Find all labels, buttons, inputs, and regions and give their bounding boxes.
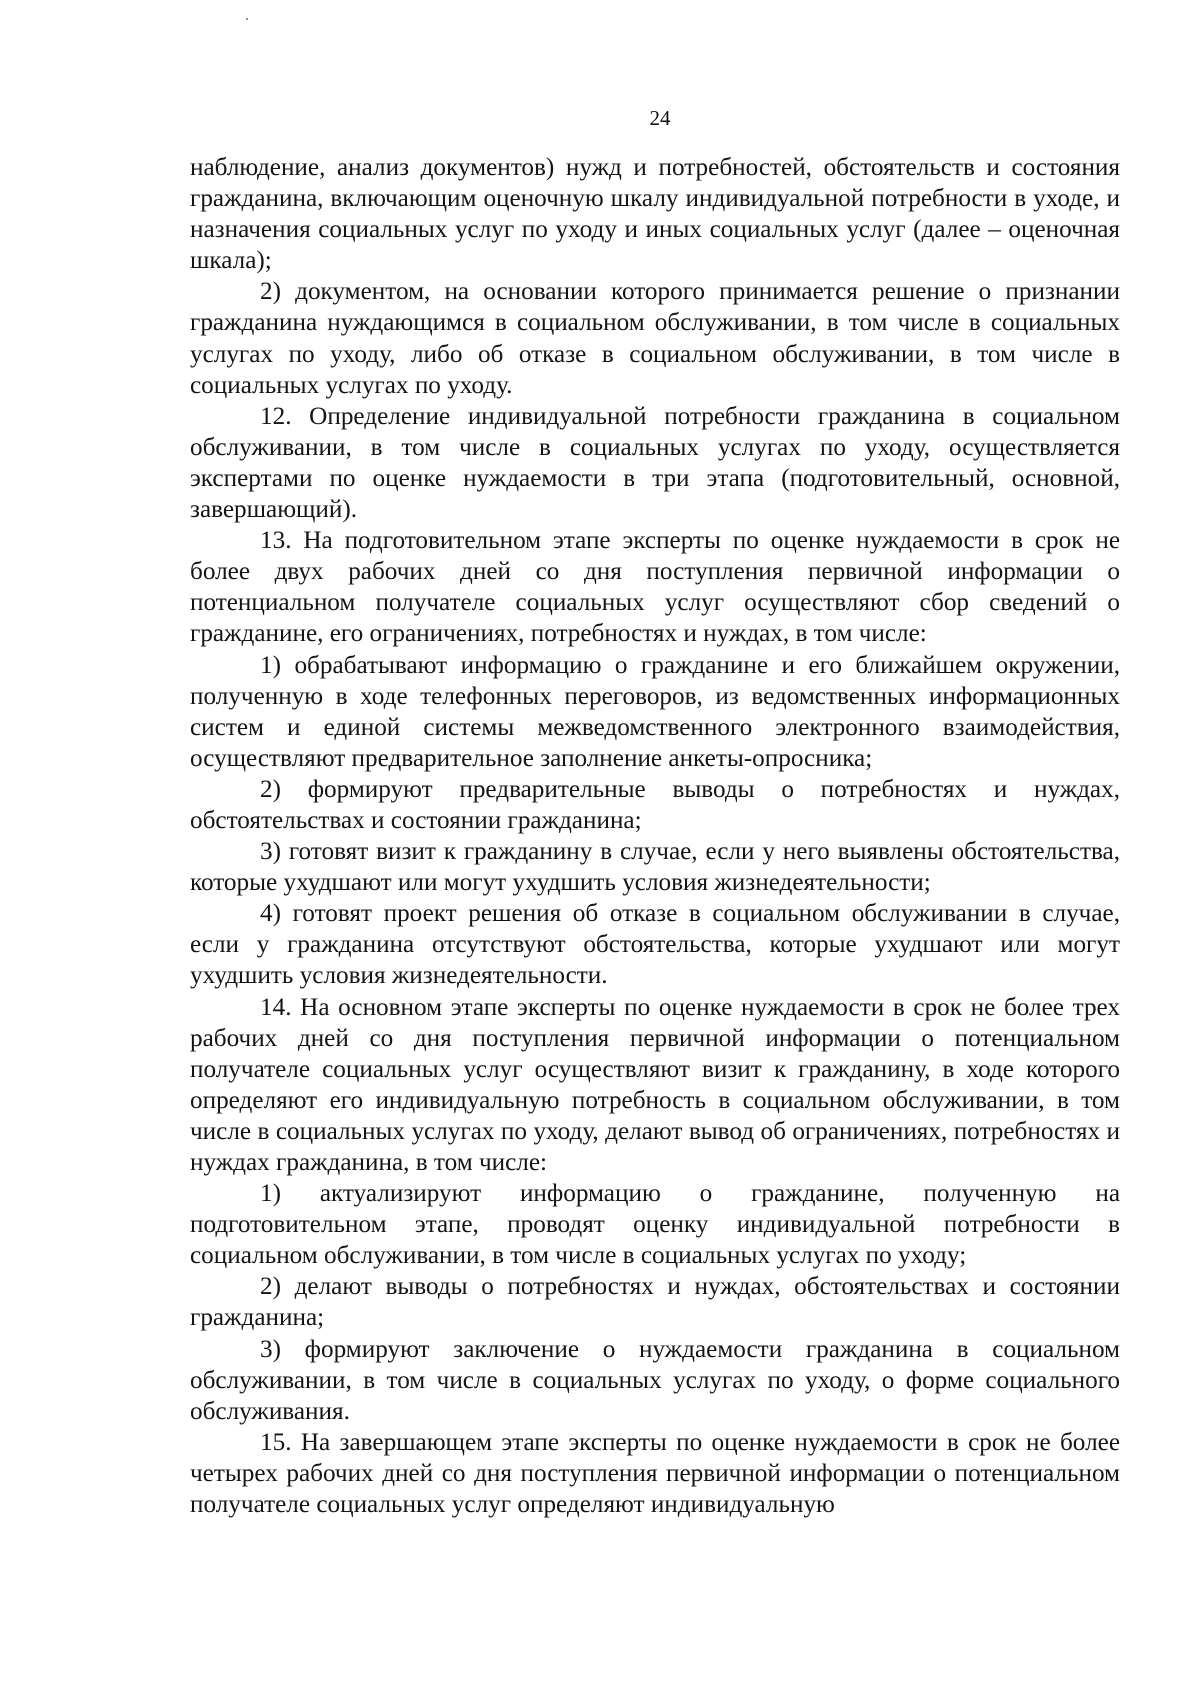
paragraph-continuation: наблюдение, анализ документов) нужд и потребностей, обстоятельств и состояния гражданина, включающим оценочную шкалу индивидуальной потребности в уходе, и назначения социальных услуг по уходу и иных социальных услуг (далее – оценочная шкала); xyxy=(190,154,1120,275)
paragraph-clause-14: 14. На основном этапе эксперты по оценке нуждаемости в срок не более трех рабочих дней со дня поступления первичной информации о потенциальном получателе социальных услуг осуществляют визит к гражданину, в ходе которого определяют его индивидуальную потребность в социальном обслуживании, в том числе в социальных услугах по уходу, делают вывод об ограничениях, потребностях и нуждах гражданина, в том числе: xyxy=(190,993,1120,1176)
paragraph-clause-13: 13. На подготовительном этапе эксперты по оценке нуждаемости в срок не более двух рабочих дней со дня поступления первичной информации о потенциальном получателе социальных услуг осуществляют сбор сведений о гражданине, его ограничениях, потребностях и нуждах, в том числе: xyxy=(190,527,1120,648)
paragraph-clause-14-item-2: 2) делают выводы о потребностях и нуждах, обстоятельствах и состоянии гражданина; xyxy=(190,1273,1120,1332)
paragraph-clause-13-item-3: 3) готовят визит к гражданину в случае, если у него выявлены обстоятельства, которые ухудшают или могут ухудшить условия жизнедеятельности; xyxy=(190,838,1120,897)
page-number: 24 xyxy=(649,106,671,130)
paragraph-item-2-document: 2) документом, на основании которого принимается решение о признании гражданина нуждающимся в социальном обслуживании, в том числе в социальных услугах по уходу, либо об отказе в социальном обслуживании, в том числе в социальных услугах по уходу. xyxy=(190,278,1120,399)
paragraph-clause-15: 15. На завершающем этапе эксперты по оценке нуждаемости в срок не более четырех рабочих дней со дня поступления первичной информации о потенциальном получателе социальных услуг определяют индивидуальную xyxy=(190,1428,1120,1519)
paragraph-clause-13-item-2: 2) формируют предварительные выводы о потребностях и нуждах, обстоятельствах и состоянии гражданина; xyxy=(190,775,1120,834)
paragraph-clause-13-item-1: 1) обрабатывают информацию о гражданине и его ближайшем окружении, полученную в ходе телефонных переговоров, из ведомственных информационных систем и единой системы межведомственного электронного взаимодействия, осуществляют предварительное заполнение анкеты-опросника; xyxy=(190,651,1120,772)
paragraph-clause-14-item-1: 1) актуализируют информацию о гражданине, полученную на подготовительном этапе, проводят оценку индивидуальной потребности в социальном обслуживании, в том числе в социальных услугах по уходу; xyxy=(190,1180,1120,1270)
paragraph-clause-12: 12. Определение индивидуальной потребности гражданина в социальном обслуживании, в том числе в социальных услугах по уходу, осуществляется экспертами по оценке нуждаемости в три этапа (подготовительный, основной, завершающий). xyxy=(190,402,1120,524)
document-body xyxy=(190,152,1120,1520)
paragraph-clause-14-item-3: 3) формируют заключение о нуждаемости гражданина в социальном обслуживании, в том числе в социальных услугах по уходу, о форме социального обслуживания. xyxy=(190,1335,1120,1425)
paragraph-clause-13-item-4: 4) готовят проект решения об отказе в социальном обслуживании в случае, если у гражданина отсутствуют обстоятельства, которые ухудшают или могут ухудшить условия жизнедеятельности. xyxy=(190,900,1120,990)
scan-speck xyxy=(246,18,248,20)
